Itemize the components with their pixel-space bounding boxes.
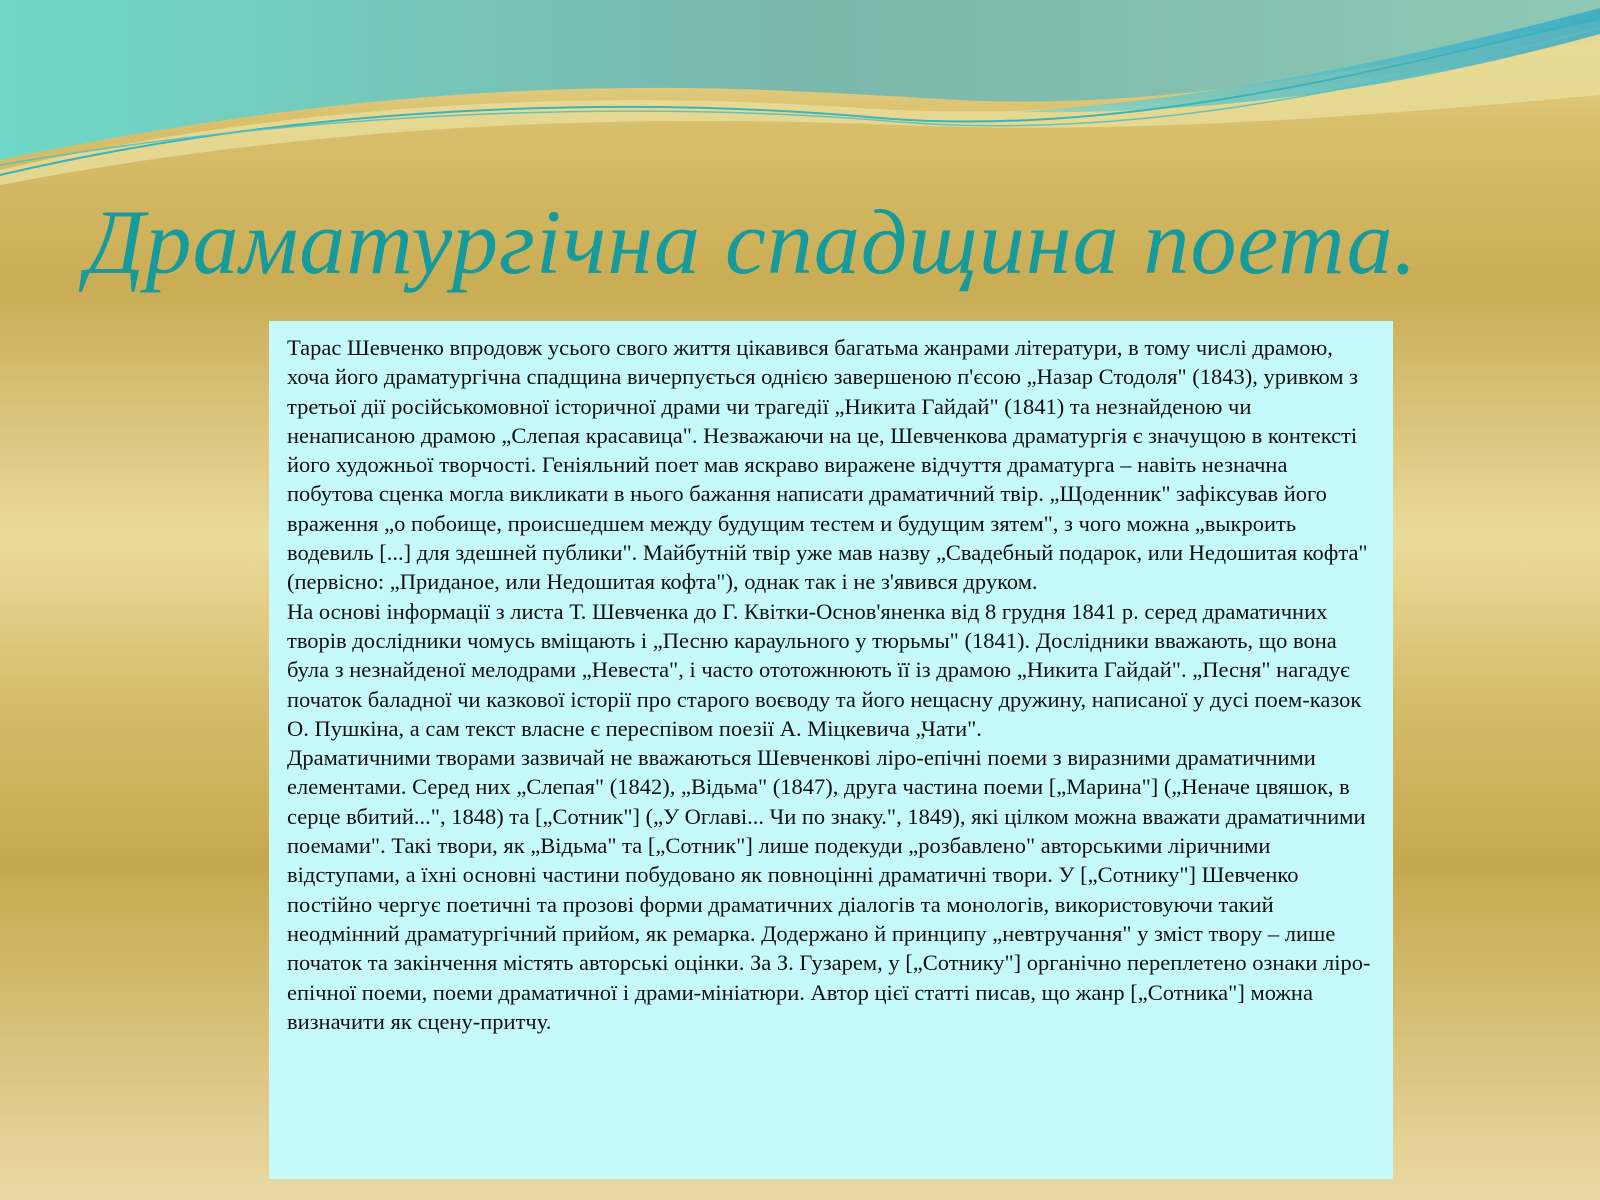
decorative-waves [0,0,1600,200]
slide-title: Драматургічна спадщина поета. [86,191,1418,293]
paragraph-1: Тарас Шевченко впродовж усього свого життя цікавився багатьма жанрами літератури, в тому числі драмою, хоча його драматургічна спадщина вичерпується однією завершеною п'єсою „Назар Стодоля" (1843), уривком з третьої дії російськомовної історичної драми чи трагедії „Никита Гайдай" (1841) та незнайденою чи ненаписаною драмою „Слепая красавица". Незважаючи на це, Шевченкова драматургія є значущою в контексті його художньої творчості. Геніяльний поет мав яскраво виражене відчуття драматурга – навіть незначна побутова сценка могла викликати в нього бажання написати драматичний твір. „Щоденник" зафіксував його враження „о побоище, происшедшем между будущим тестем и будущим зятем", з чого можна „выкроить водевиль [...] для здешней публики". Майбутній твір уже мав назву „Свадебный подарок, или Недошитая кофта" (первісно: „Приданое, или Недошитая кофта"), однак так і не з'явився друком. [287,335,1368,595]
text-box [269,321,1393,1179]
paragraph-2: На основі інформації з листа Т. Шевченка до Г. Квітки-Основ'яненка від 8 грудня 1841 р. серед драматичних творів дослідники чомусь вміщають і „Песню караульного у тюрьмы" (1841). Дослідники вважають, що вона була з незнайденої мелодрами „Невеста", і часто ототожнюють її із драмою „Никита Гайдай". „Песня" нагадує початок баладної чи казкової історії про старого воєводу та його нещасну дружину, написаної у дусі поем-казок О. Пушкіна, а сам текст власне є переспівом поезії А. Міцкевича „Чати". [287,598,1362,741]
paragraph-3: Драматичними творами зазвичай не вважаються Шевченкові ліро-епічні поеми з виразними драматичними елементами. Серед них „Слепая" (1842), „Відьма" (1847), друга частина поеми [„Марина"] („Неначе цвяшок, в серце вбитий...", 1848) та [„Сотник"] („У Оглаві... Чи по знаку.", 1849), які цілком можна вважати драматичними поемами". Такі твори, як „Відьма" та [„Сотник"] лише подекуди „розбавлено" авторськими ліричними відступами, а їхні основні частини побудовано як повноцінні драматичні твори. У [„Сотнику"] Шевченко постійно чергує поетичні та прозові форми драматичних діалогів та монологів, використовуючи такий неодмінний драматургічний прийом, як ремарка. Додержано й принципу „невтручання" у зміст твору – лише початок та закінчення містять авторські оцінки. За З. Гузарем, у [„Сотнику"] органічно переплетено ознаки ліро-епічної поеми, поеми драматичної і драми-мініатюри. Автор цієї статті писав, що жанр [„Сотника"] можна визначити як сцену-притчу. [287,745,1371,1034]
